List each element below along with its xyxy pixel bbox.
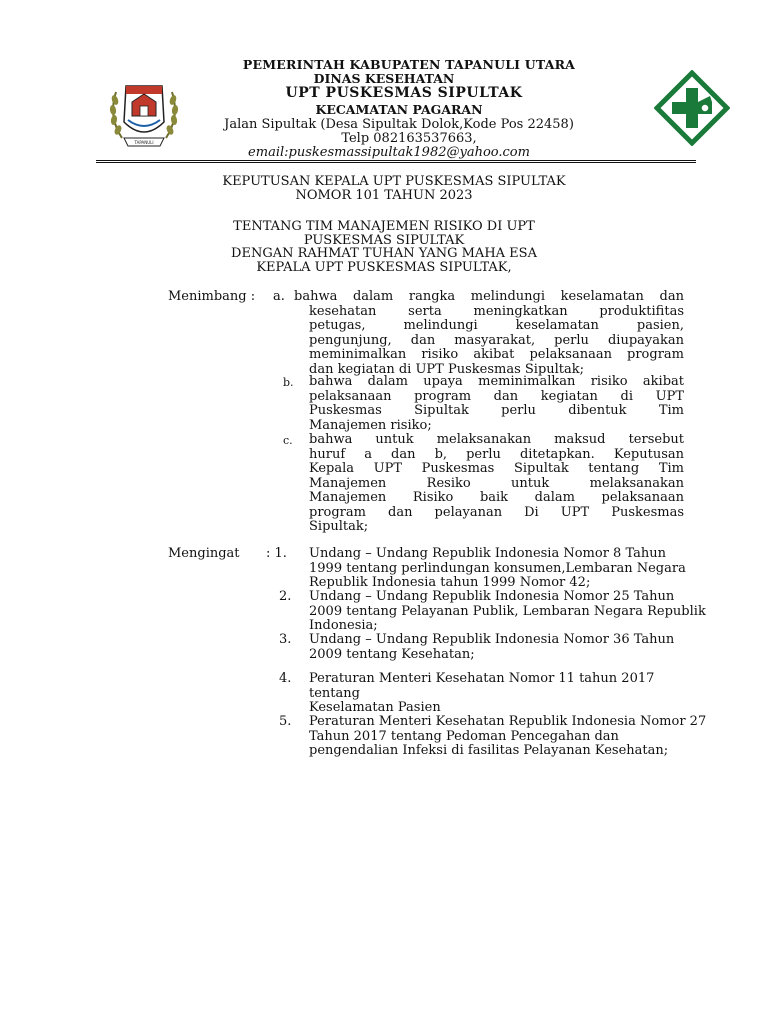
mengingat-item-5	[309, 715, 754, 759]
menimbang-a-line: pengunjung, dan masyarakat, perlu diupayakan	[309, 332, 684, 348]
letterhead-district: KECAMATAN PAGARAN	[315, 102, 483, 117]
mengingat-colon: : 1.	[266, 546, 287, 561]
mengingat-2-line: Indonesia;	[309, 618, 378, 633]
menimbang-b-line: pelaksanaan program dan kegiatan di UPT	[309, 388, 684, 404]
mengingat-item-1	[309, 547, 754, 562]
mengingat-item-2	[309, 590, 754, 634]
mengingat-3-line: 2009 tentang Kesehatan;	[309, 646, 475, 662]
mengingat-5-line: Peraturan Menteri Kesehatan Republik Indonesia Nomor 27	[309, 714, 707, 729]
letterhead-divider	[96, 160, 696, 161]
menimbang-c-line: Manajemen Resiko untuk melaksanakan	[309, 475, 684, 491]
mengingat-2-line: Undang – Undang Republik Indonesia Nomor 25 Tahun	[309, 589, 675, 604]
mengingat-marker-2: 2.	[279, 589, 292, 604]
mengingat-4-line: Peraturan Menteri Kesehatan Nomor 11 tahun 2017	[309, 671, 655, 686]
menimbang-b-line: bahwa dalam upaya meminimalkan risiko akibat	[309, 374, 684, 389]
decree-number: NOMOR 101 TAHUN 2023	[295, 188, 473, 203]
menimbang-a-line: petugas, melindungi keselamatan pasien,	[309, 318, 684, 333]
letterhead-phone: Telp 082163537663,	[341, 131, 477, 146]
mengingat-1-line: 1999 tentang perlindungan konsumen,Lembaran Negara	[309, 560, 686, 576]
menimbang-label: Menimbang :	[168, 289, 256, 304]
letterhead-address: Jalan Sipultak (Desa Sipultak Dolok,Kode Pos 22458)	[224, 117, 574, 132]
mengingat-5-line: pengendalian Infeksi di fasilitas Pelayanan Kesehatan;	[309, 743, 669, 758]
mengingat-1-line: Undang – Undang Republik Indonesia Nomor 8 Tahun	[309, 546, 666, 561]
decree-subject-line2: PUSKESMAS SIPULTAK	[303, 233, 465, 248]
menimbang-b-line: Puskesmas Sipultak perlu dibentuk Tim	[309, 403, 684, 418]
menimbang-a-line: dan kegiatan di UPT Puskesmas Sipultak;	[309, 361, 585, 377]
menimbang-c-line: Manajemen Risiko baik dalam pelaksanaan	[309, 490, 684, 505]
menimbang-a-line: kesehatan serta meningkatkan produktifitas	[309, 303, 684, 319]
menimbang-a-line: meminimalkan risiko akibat pelaksanaan program	[309, 347, 684, 362]
mengingat-1-line: Republik Indonesia tahun 1999 Nomor 42;	[309, 575, 591, 590]
menimbang-c-line: program dan pelayanan Di UPT Puskesmas	[309, 504, 684, 520]
letterhead-email: email:puskesmassipultak1982@yahoo.com	[248, 145, 530, 160]
mengingat-marker-4: 4.	[279, 671, 292, 686]
mengingat-item-4	[309, 672, 754, 716]
menimbang-item-b	[309, 375, 684, 433]
letterhead-department: DINAS KESEHATAN	[313, 71, 455, 86]
mengingat-marker-3: 3.	[279, 632, 292, 647]
mengingat-3-line: Undang – Undang Republik Indonesia Nomor 36 Tahun	[309, 632, 675, 647]
menimbang-b-line: Manajemen risiko;	[309, 417, 432, 433]
letterhead-institution: UPT PUSKESMAS SIPULTAK	[285, 85, 523, 101]
mengingat-2-line: 2009 tentang Pelayanan Publik, Lembaran Negara Republik	[309, 603, 706, 619]
mengingat-item-1-body	[309, 562, 754, 591]
menimbang-c-line: Kepala UPT Puskesmas Sipultak tentang Tim	[309, 461, 684, 476]
menimbang-item-c	[309, 433, 684, 535]
menimbang-marker-a: a.	[273, 289, 285, 304]
mengingat-5-line: Tahun 2017 tentang Pedoman Pencegahan dan	[309, 728, 619, 744]
mengingat-item-3	[309, 633, 754, 662]
menimbang-c-line: bahwa untuk melaksanakan maksud tersebut	[309, 432, 684, 447]
decree-title: KEPUTUSAN KEPALA UPT PUSKESMAS SIPULTAK	[222, 174, 566, 189]
menimbang-a-line: bahwa dalam rangka melindungi keselamatan dan	[294, 289, 684, 304]
decree-blessing: DENGAN RAHMAT TUHAN YANG MAHA ESA	[231, 246, 537, 261]
menimbang-item-a-body	[309, 305, 684, 378]
svg-text:TAPANULI: TAPANULI	[134, 140, 154, 145]
mengingat-label: Mengingat	[168, 546, 240, 561]
letterhead-divider-thin	[96, 162, 696, 163]
mengingat-marker-5: 5.	[279, 714, 292, 729]
menimbang-c-line: huruf a dan b, perlu ditetapkan. Keputusan	[309, 446, 684, 462]
menimbang-item-a	[294, 290, 684, 305]
mengingat-4-line: Keselamatan Pasien	[309, 700, 441, 715]
mengingat-4-line: tentang	[309, 685, 360, 701]
menimbang-c-line: Sipultak;	[309, 519, 369, 534]
decree-subject-line1: TENTANG TIM MANAJEMEN RISIKO DI UPT	[233, 219, 535, 234]
decree-head: KEPALA UPT PUSKESMAS SIPULTAK,	[256, 260, 512, 275]
menimbang-marker-b: b.	[283, 376, 294, 389]
letterhead-government: PEMERINTAH KABUPATEN TAPANULI UTARA	[242, 57, 576, 72]
menimbang-marker-c: c.	[283, 434, 293, 447]
